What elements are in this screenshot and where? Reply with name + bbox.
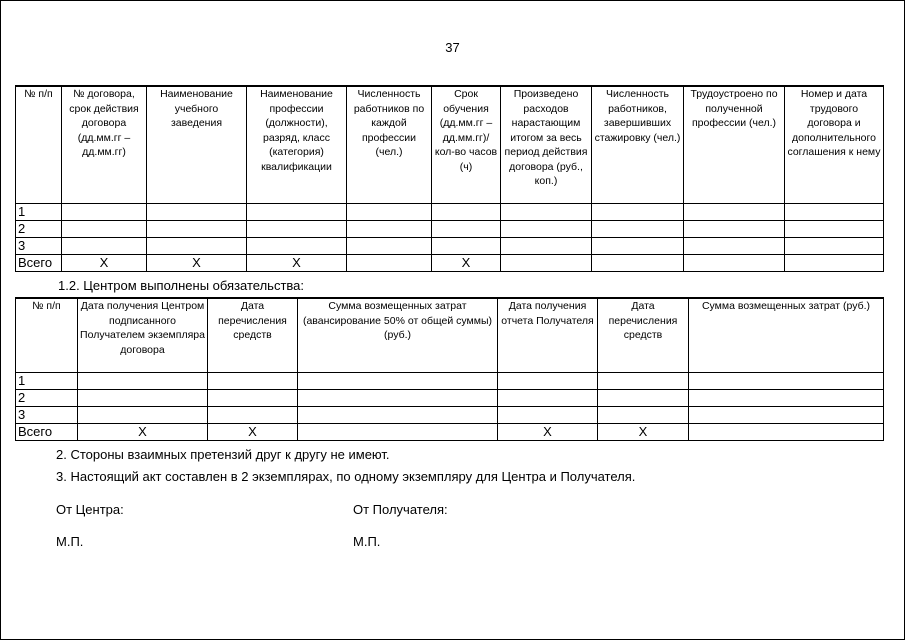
table-cell xyxy=(684,237,785,254)
table-cell xyxy=(432,203,501,220)
table-cell xyxy=(501,203,592,220)
table-cell xyxy=(501,220,592,237)
table-cell xyxy=(247,203,347,220)
table-cell xyxy=(208,406,298,423)
table-cell xyxy=(147,220,247,237)
column-header: Трудоустроено по полученной профессии (чел.) xyxy=(684,86,785,203)
table-cell xyxy=(598,372,689,389)
column-header: Дата перечисления средств xyxy=(598,298,689,372)
table-cell: Х xyxy=(62,254,147,271)
page-number: 37 xyxy=(445,40,460,55)
table-cell xyxy=(298,372,498,389)
column-header: № договора, срок действия договора (дд.мм.гг – дд.мм.гг) xyxy=(62,86,147,203)
table-cell xyxy=(62,203,147,220)
table-cell xyxy=(501,237,592,254)
column-header: Номер и дата трудового договора и дополнительного соглашения к нему xyxy=(785,86,884,203)
column-header: Сумма возмещенных затрат (руб.) xyxy=(689,298,884,372)
table-row xyxy=(16,372,884,389)
table-cell xyxy=(592,237,684,254)
row-number-cell: 3 xyxy=(16,237,62,254)
table-cell xyxy=(785,203,884,220)
table-cell xyxy=(78,372,208,389)
table-cell xyxy=(298,423,498,440)
table-cell xyxy=(689,372,884,389)
table-cell xyxy=(598,406,689,423)
table-cell: Х xyxy=(78,423,208,440)
table-cell: Х xyxy=(247,254,347,271)
table-cell xyxy=(208,389,298,406)
table-cell xyxy=(347,254,432,271)
column-header: Наименование учебного заведения xyxy=(147,86,247,203)
row-number-cell: Всего xyxy=(16,254,62,271)
table-cell xyxy=(62,220,147,237)
column-header: Дата получения отчета Получателя xyxy=(498,298,598,372)
row-number-cell: Всего xyxy=(16,423,78,440)
table-cell xyxy=(498,389,598,406)
table-cell xyxy=(298,406,498,423)
from-recipient-label: От Получателя: xyxy=(353,502,448,517)
table-cell xyxy=(785,237,884,254)
table-cell xyxy=(347,203,432,220)
table-cell xyxy=(592,203,684,220)
table-cell xyxy=(498,406,598,423)
stamp-center: М.П. xyxy=(56,534,84,549)
table-cell xyxy=(684,203,785,220)
column-header: № п/п xyxy=(16,298,78,372)
table-cell xyxy=(684,254,785,271)
center-obligations-table xyxy=(15,297,884,441)
table-cell xyxy=(298,389,498,406)
section-1-2-heading: 1.2. Центром выполнены обязательства: xyxy=(58,278,305,293)
table-cell: Х xyxy=(498,423,598,440)
table-cell xyxy=(689,389,884,406)
training-results-table xyxy=(15,85,884,272)
column-header: Произведено расходов нарастающим итогом за весь период действия договора (руб., коп.) xyxy=(501,86,592,203)
table-cell xyxy=(147,237,247,254)
table-cell xyxy=(432,220,501,237)
table-cell xyxy=(347,220,432,237)
table-cell xyxy=(785,220,884,237)
table-row xyxy=(16,237,884,254)
table-cell xyxy=(689,406,884,423)
stamp-recipient: М.П. xyxy=(353,534,381,549)
table-cell: Х xyxy=(208,423,298,440)
table-cell xyxy=(78,406,208,423)
table-cell xyxy=(689,423,884,440)
table-cell xyxy=(147,203,247,220)
table-cell xyxy=(592,254,684,271)
row-number-cell: 2 xyxy=(16,389,78,406)
column-header: Сумма возмещенных затрат (авансирование 50% от общей суммы) (руб.) xyxy=(298,298,498,372)
row-number-cell: 2 xyxy=(16,220,62,237)
column-header: № п/п xyxy=(16,86,62,203)
table-cell xyxy=(598,389,689,406)
table-cell: Х xyxy=(598,423,689,440)
table-row xyxy=(16,203,884,220)
table-cell: Х xyxy=(147,254,247,271)
clause-3: 3. Настоящий акт составлен в 2 экземплярах, по одному экземпляру для Центра и Получателя. xyxy=(56,469,636,484)
table-row xyxy=(16,389,884,406)
column-header: Численность работников по каждой профессии (чел.) xyxy=(347,86,432,203)
row-number-cell: 1 xyxy=(16,372,78,389)
table-row xyxy=(16,254,884,271)
clause-2: 2. Стороны взаимных претензий друг к другу не имеют. xyxy=(56,447,390,462)
table-cell xyxy=(684,220,785,237)
table-cell xyxy=(208,372,298,389)
from-center-label: От Центра: xyxy=(56,502,124,517)
table-cell: Х xyxy=(432,254,501,271)
column-header: Наименование профессии (должности), разряд, класс (категория) квалификации xyxy=(247,86,347,203)
column-header: Срок обучения (дд.мм.гг – дд.мм.гг)/ кол-во часов (ч) xyxy=(432,86,501,203)
row-number-cell: 3 xyxy=(16,406,78,423)
table-header-row xyxy=(16,298,884,372)
table-cell xyxy=(785,254,884,271)
table-row xyxy=(16,423,884,440)
table-cell xyxy=(62,237,147,254)
table-header-row xyxy=(16,86,884,203)
column-header: Дата получения Центром подписанного Получателем экземпляра договора xyxy=(78,298,208,372)
table-row xyxy=(16,220,884,237)
table-cell xyxy=(501,254,592,271)
table-cell xyxy=(247,237,347,254)
table-cell xyxy=(498,372,598,389)
table-cell xyxy=(432,237,501,254)
table-cell xyxy=(347,237,432,254)
table-cell xyxy=(247,220,347,237)
table-row xyxy=(16,406,884,423)
column-header: Численность работников, завершивших стажировку (чел.) xyxy=(592,86,684,203)
table-cell xyxy=(592,220,684,237)
column-header: Дата перечисления средств xyxy=(208,298,298,372)
table-cell xyxy=(78,389,208,406)
row-number-cell: 1 xyxy=(16,203,62,220)
